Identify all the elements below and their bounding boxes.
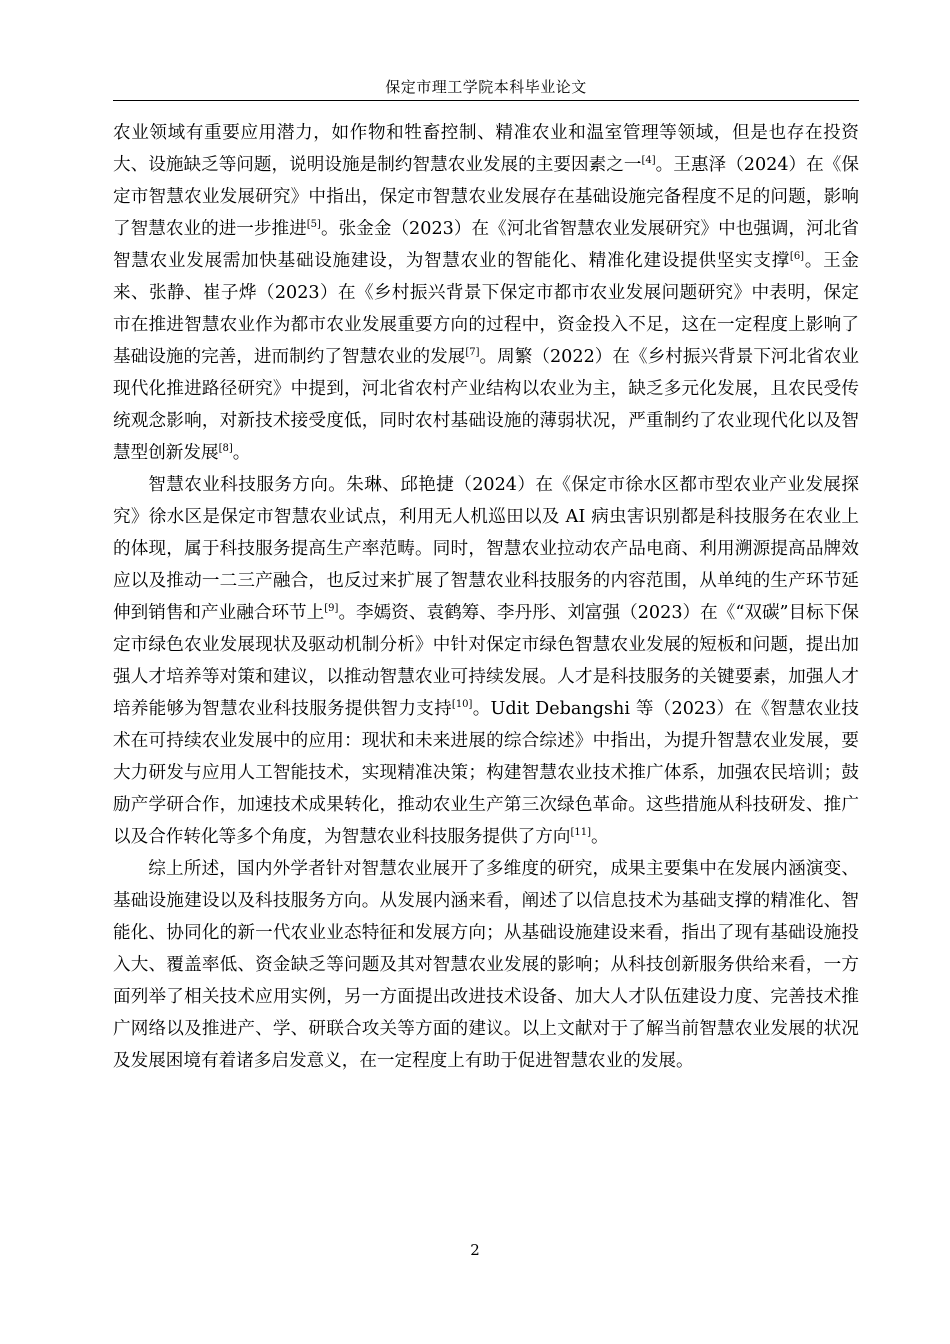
text-run: 。王金来、张静、崔子烨（2023）在《乡村振兴背景下保定市都市农业发展问题研究》中表明，保定市在推进智慧农业作为都市农业发展重要方向的过程中，资金投入不足，这在一定程度上影响了基础设施的完善，进而制约了智慧农业的发展 (113, 251, 859, 367)
text-run: 综上所述，国内外学者针对智慧农业展开了多维度的研究，成果主要集中在发展内涵演变、基础设施建设以及科技服务方向。从发展内涵来看，阐述了以信息技术为基础支撑的精准化、智能化、协同化的新一代农业业态特征和发展方向；从基础设施建设来看，指出了现有基础设施投入大、覆盖率低、资金缺乏等问题及其对智慧农业发展的影响；从科技创新服务供给来看，一方面列举了相关技术应用实例，另一方面提出改进技术设备、加大人才队伍建设力度、完善技术推广网络以及推进产、学、研联合攻关等方面的建议。以上文献对于了解当前智慧农业发展的状况及发展困境有着诸多启发意义，在一定程度上有助于促进智慧农业的发展。 (113, 859, 859, 1071)
text-run: 。周繁（2022）在《乡村振兴背景下河北省农业现代化推进路径研究》中提到，河北省农村产业结构以农业为主，缺乏多元化发展，且农民受传统观念影响，对新技术接受度低，同时农村基础设施的薄弱状况，严重制约了农业现代化以及智慧型创新发展 (113, 347, 859, 463)
body-text (113, 117, 859, 1077)
citation-ref: [9] (324, 603, 339, 614)
text-run: 。张金金（2023）在《河北省智慧农业发展研究》中也强调，河北省智慧农业发展需加快基础设施建设，为智慧农业的智能化、精准化建设提供坚实支撑 (113, 219, 859, 271)
citation-ref: [8] (218, 443, 233, 454)
citation-ref: [5] (306, 219, 321, 230)
citation-ref: [10] (451, 699, 473, 710)
paragraph-tech-services (113, 469, 859, 853)
citation-ref: [4] (641, 155, 656, 166)
citation-ref: [11] (570, 827, 591, 838)
text-run: 。Udit Debangshi 等（2023）在《智慧农业技术在可持续农业发展中的应用：现状和未来进展的综合综述》中指出，为提升智慧农业发展，要大力研发与应用人工智能技术，实现精准决策；构建智慧农业技术推广体系，加强农民培训；鼓励产学研合作，加速技术成果转化，推动农业生产第三次绿色革命。这些措施从科技研发、推广以及合作转化等多个角度，为智慧农业科技服务提供了方向 (113, 699, 859, 847)
citation-ref: [7] (465, 347, 480, 358)
paragraph-infrastructure (113, 117, 859, 469)
text-run: 农业领域有重要应用潜力，如作物和牲畜控制、精准农业和温室管理等领域，但是也存在投资大、设施缺乏等问题，说明设施是制约智慧农业发展的主要因素之一 (113, 123, 859, 175)
text-run: 。 (590, 827, 609, 847)
text-run: 智慧农业科技服务方向。朱琳、邱艳捷（2024）在《保定市徐水区都市型农业产业发展探究》徐水区是保定市智慧农业试点，利用无人机巡田以及 AI 病虫害识别都是科技服务在农业上的体现，属于科技服务提高生产率范畴。同时，智慧农业拉动农产品电商、利用溯源提高品牌效应以及推动一二三产融合，也反过来扩展了智慧农业科技服务的内容范围，从单纯的生产环节延伸到销售和产业融合环节上 (113, 475, 859, 623)
text-run: 。 (232, 443, 251, 463)
header-divider (113, 100, 859, 101)
page-number: 2 (470, 1241, 480, 1259)
paragraph-summary (113, 853, 859, 1077)
text-run: 。李嫣资、袁鹤筹、李丹彤、刘富强（2023）在《“双碳”目标下保定市绿色农业发展现状及驱动机制分析》中针对保定市绿色智慧农业发展的短板和问题，提出加强人才培养等对策和建议，以推动智慧农业可持续发展。人才是科技服务的关键要素，加强人才培养能够为智慧农业科技服务提供智力支持 (113, 603, 859, 719)
citation-ref: [6] (789, 251, 805, 262)
page-header-title: 保定市理工学院本科毕业论文 (385, 78, 587, 96)
text-run: 。王惠泽（2024）在《保定市智慧农业发展研究》中指出，保定市智慧农业发展存在基础设施完备程度不足的问题，影响了智慧农业的进一步推进 (113, 155, 859, 239)
